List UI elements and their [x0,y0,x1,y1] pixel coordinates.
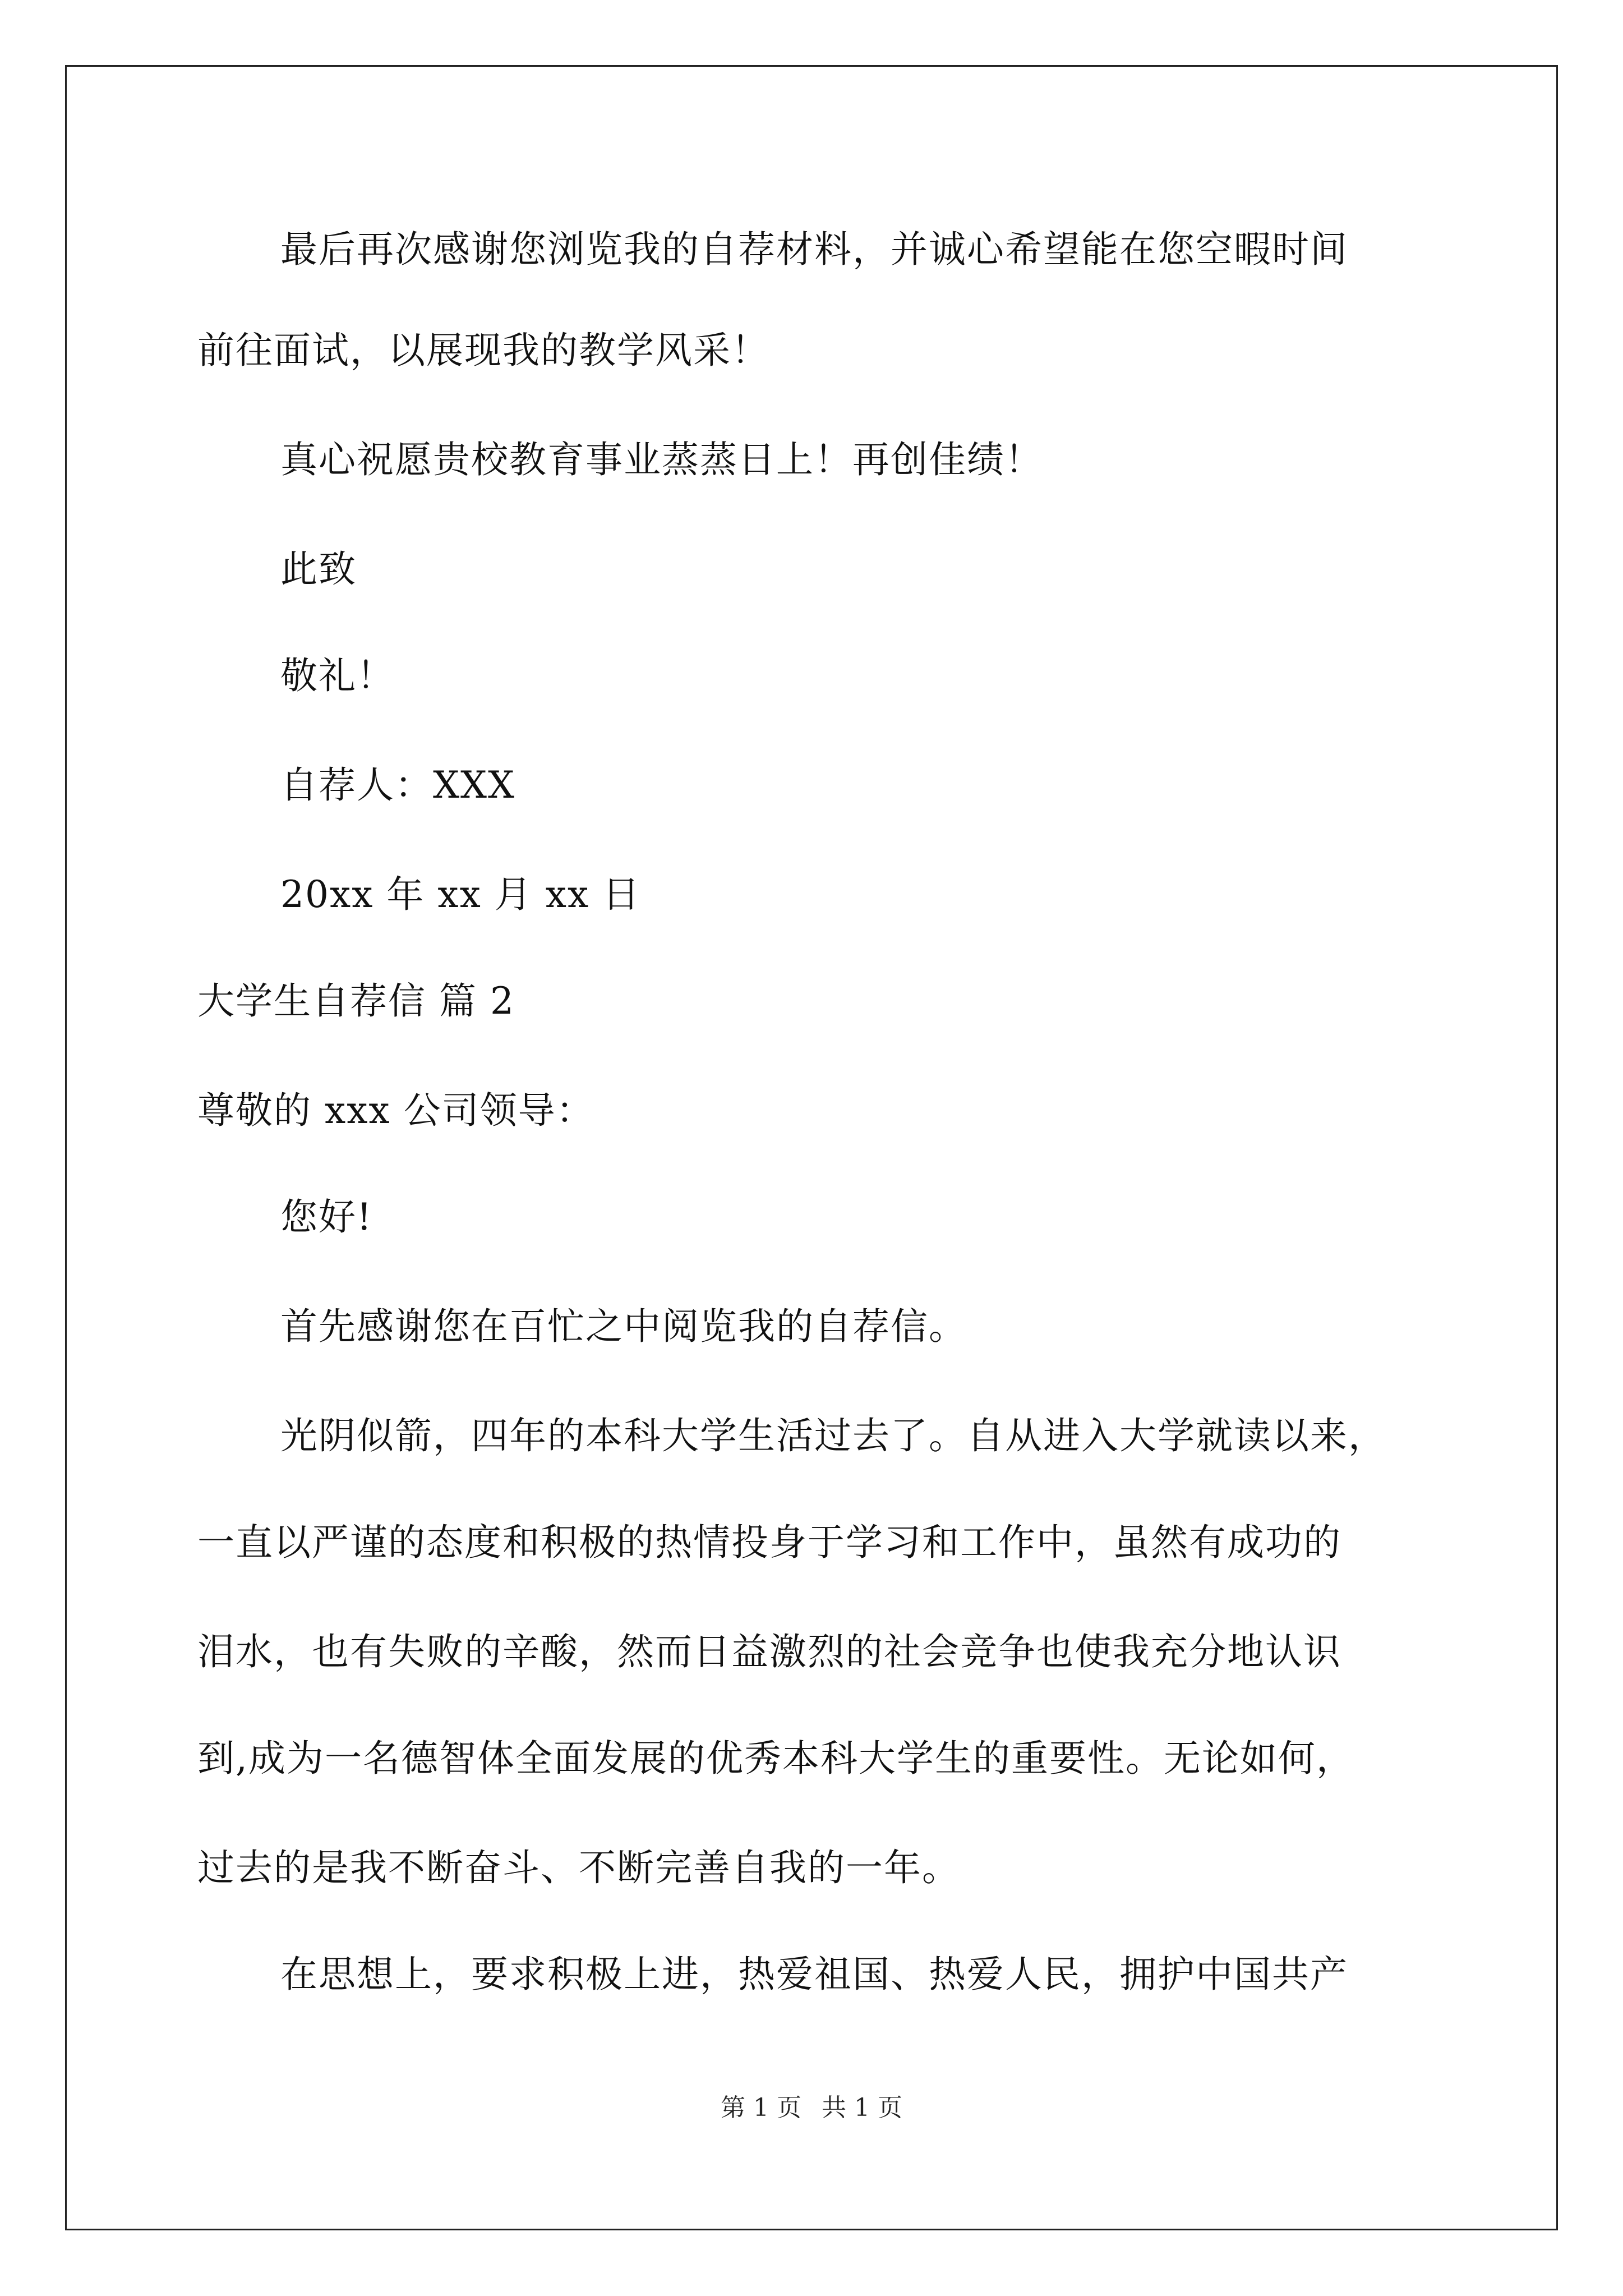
paragraph-line: 您好! [280,1195,373,1239]
paragraph-line: 真心祝愿贵校教育事业蒸蒸日上！再创佳绩！ [280,438,1043,481]
paragraph-line: 到,成为一名德智体全面发展的优秀本科大学生的重要性。无论如何， [197,1737,1354,1780]
paragraph-line: 泪水，也有失败的辛酸，然而日益激烈的社会竞争也使我充分地认识 [197,1630,1341,1673]
paragraph-line: 过去的是我不断奋斗、不断完善自我的一年。 [197,1846,960,1889]
signature-line: 自荐人：XXX [280,763,515,807]
section-heading: 大学生自荐信 篇 2 [197,979,515,1023]
paragraph-line: 前往面试，以展现我的教学风采！ [197,329,769,372]
page-total: 共 1 页 [822,2093,902,2122]
paragraph-line: 光阴似箭，四年的本科大学生活过去了。自从进入大学就读以来， [280,1414,1386,1457]
paragraph-line: 最后再次感谢您浏览我的自荐材料，并诚心希望能在您空暇时间 [280,228,1348,271]
page-footer [0,2092,1623,2124]
closing-salutation: 此致 [280,547,357,591]
page-frame [65,65,1558,2230]
date-line: 20xx 年 xx 月 xx 日 [280,873,641,916]
paragraph-line: 首先感谢您在百忙之中阅览我的自荐信。 [280,1305,967,1348]
paragraph-line: 在思想上，要求积极上进，热爱祖国、热爱人民，拥护中国共产 [280,1953,1348,1996]
greeting-line: 尊敬的 xxx 公司领导： [197,1089,594,1132]
paragraph-line: 一直以严谨的态度和积极的热情投身于学习和工作中，虽然有成功的 [197,1521,1341,1564]
closing-respect: 敬礼！ [280,654,395,697]
page-number: 第 1 页 [721,2093,801,2122]
